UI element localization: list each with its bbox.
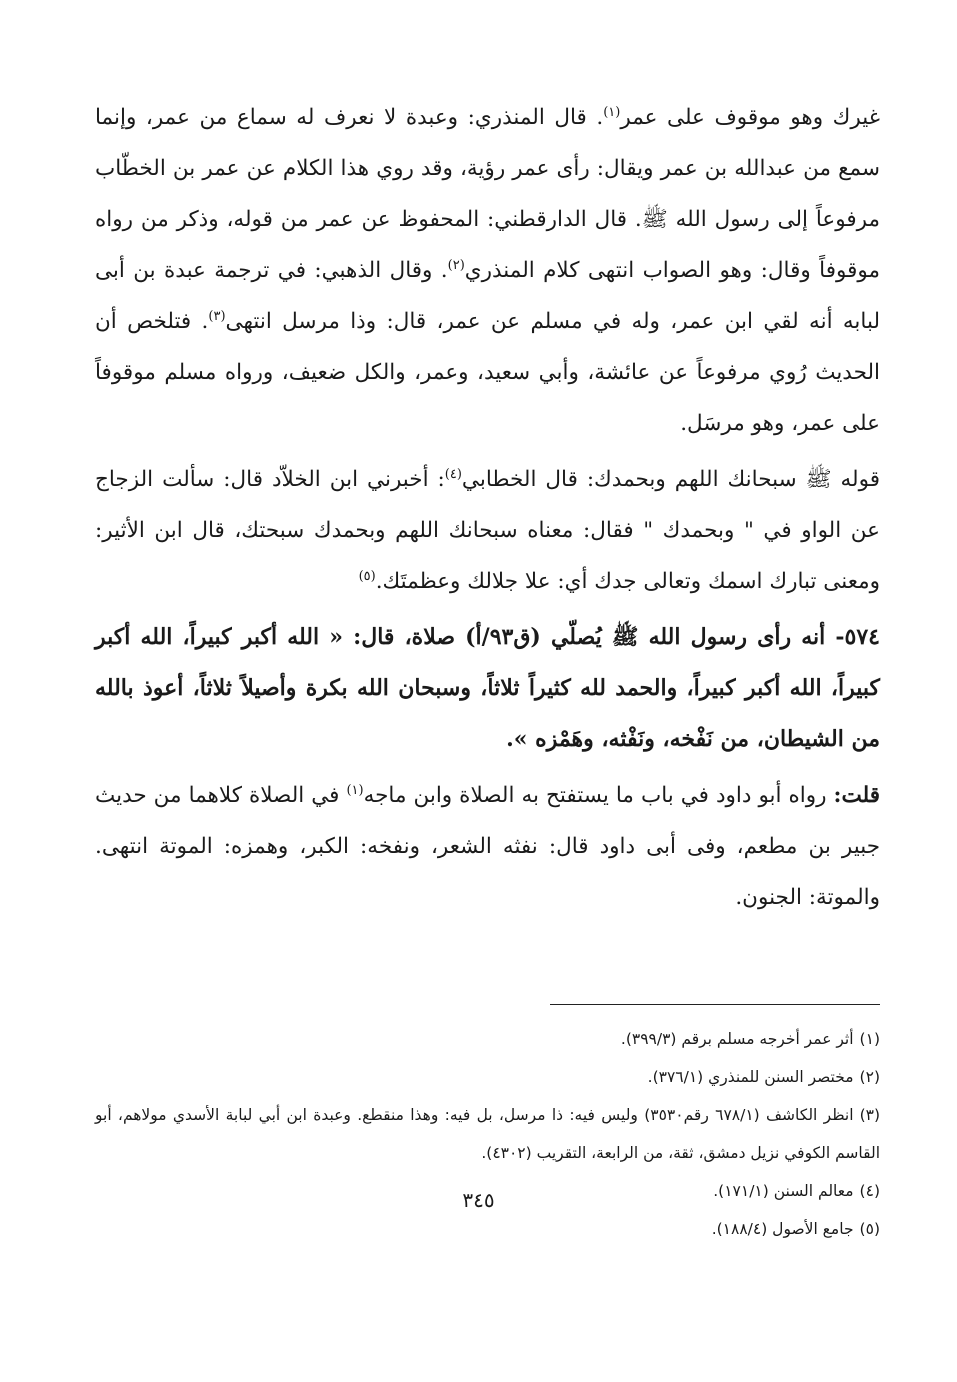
footnotes	[95, 1020, 880, 1248]
page-number: ٣٤٥	[462, 1188, 495, 1212]
lead-word: قلت:	[833, 783, 880, 808]
commentary-paragraph	[95, 92, 880, 449]
footnote-number: (١)	[859, 1030, 880, 1048]
text-run: ٥٧٤- أنه رأى رسول الله ﷺ يُصلّي (ق٩٣/أ) صلاة، قال: « الله أكبر كبيراً، الله أكبر كبيراً، الله أكبر كبيراً، والحمد لله كثيراً ثلاثاً، وسبحان الله بكرة وأصيلاً ثلاثاً، أعوذ بالله من الشيطان، من نَفْخه، ونَفْثه، وهَمْزه ».	[95, 624, 880, 752]
footnote-number: (٤)	[859, 1182, 880, 1200]
footnote-reference: (٢)	[447, 257, 465, 273]
text-run: . فتلخص أن الحديث رُوي مرفوعاً عن عائشة، وأبي سعيد، وعمر، والكل ضعيف، ورواه مسلم موقوفاً على عمر، وهو مرسَل.	[95, 309, 880, 436]
text-run: : أخبرني ابن الخلاّد قال: سألت الزجاج عن الواو في " وبحمدك " فقال: معناه سبحانك اللهم وبحمدك سبحتك، قال ابن الأثير: ومعنى تبارك اسمك وتعالى جدك أي: علا جلالك وعظمتَك.	[95, 467, 880, 594]
footnote-text: مختصر السنن للمنذري (٣٧٦/١).	[647, 1068, 854, 1086]
footnote-text: جامع الأصول (١٨٨/٤).	[711, 1220, 854, 1238]
footnote-text: أثر عمر أخرجه مسلم برقم (٣٩٩/٣).	[620, 1030, 854, 1048]
footnote-reference: (١)	[346, 782, 364, 798]
text-run: قوله ﷺ سبحانك اللهم وبحمدك: قال الخطابي	[461, 467, 880, 492]
footnote-reference: (٥)	[358, 568, 376, 584]
text-run: في الصلاة كلاهما من حديث جبير بن مطعم، وفى أبى داود قال: نفثه الشعر، ونفخه: الكبر، وهمزه: الموتة انتهى. والموتة: الجنون.	[95, 783, 880, 910]
footnote-reference: (١)	[603, 104, 621, 120]
footnote	[95, 1058, 880, 1096]
commentary-paragraph	[95, 454, 880, 607]
footnote	[95, 1096, 880, 1172]
text-run: غيرك وهو موقوف على عمر	[620, 105, 880, 130]
book-page	[95, 92, 880, 1362]
footnote	[95, 1020, 880, 1058]
footnote-number: (٥)	[859, 1220, 880, 1238]
footnote-reference: (٣)	[208, 308, 226, 324]
main-text	[95, 92, 880, 923]
footnote-text: انظر الكاشف (٦٧٨/١ رقم٣٥٣٠) وليس فيه: ذا مرسل، بل فيه: وهذا منقطع. وعبدة ابن أبي لبابة الأسدي مولاهم، أبو القاسم الكوفي نزيل دمشق، ثقة، من الرابعة، التقريب (٤٣٠٢).	[95, 1106, 880, 1162]
text-run: . وقال الذهبي: في ترجمة عبدة بن أبى لبابه أنه لقي ابن عمر، وله في مسلم عن عمر، قال: وذا مرسل انتهى	[95, 258, 880, 334]
text-run: رواه أبو داود في باب ما يستفتح به الصلاة وابن ماجه	[363, 783, 834, 808]
commentary-paragraph	[95, 770, 880, 923]
footnote	[95, 1210, 880, 1248]
text-run: . قال المنذري: وعبدة لا نعرف له سماع من عمر، وإنما سمع من عبدالله بن عمر ويقال: رأى عمر رؤية، وقد روي هذا الكلام عن عمر بن الخطّاب مرفوعاً إلى رسول الله ﷺ. قال الدارقطني: المحفوظ عن عمر من قوله، وذكر من رواه موقوفاً وقال: وهو الصواب انتهى كلام المنذري	[95, 105, 880, 283]
footnote-separator	[550, 1004, 880, 1005]
footnote-number: (٣)	[859, 1106, 881, 1124]
footnote-text: معالم السنن (١٧١/١).	[713, 1182, 854, 1200]
hadith-text	[95, 612, 880, 765]
footnote-number: (٢)	[859, 1068, 880, 1086]
footnote-reference: (٤)	[444, 466, 462, 482]
